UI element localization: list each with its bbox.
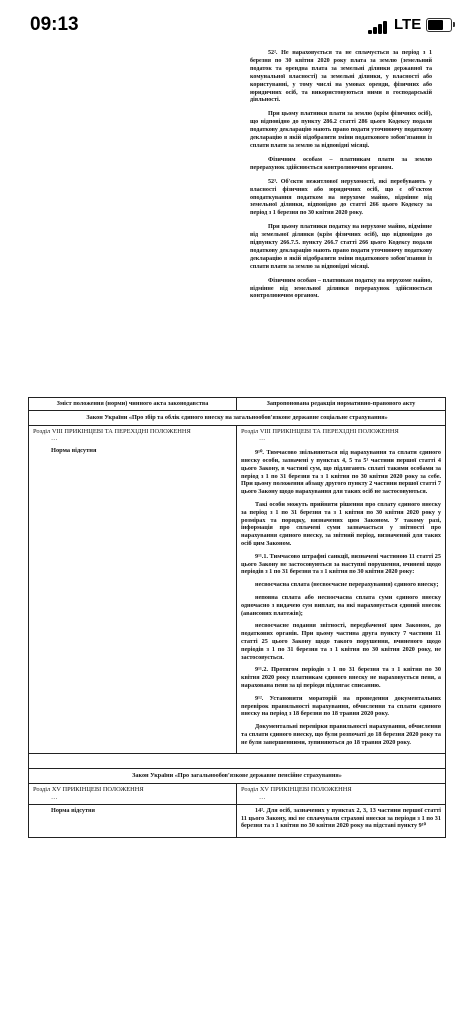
header-current: Зміст положення (норми) чинного акта законодавства	[29, 398, 237, 410]
section-heading: Розділ XV ПРИКІНЦЕВІ ПОЛОЖЕННЯ	[33, 786, 144, 794]
paragraph: 52². Не нараховується та не сплачується за період з 1 березня по 30 квітня 2020 року плата за землю (земельний податок та орендна плата за земельні ділянки державної та комунальної власності) за земельні ділянки, у власності або користуванні, у тому числі на умовах оренди, фізичних або юридичних осіб, та використовуються ними в господарській діяльності.	[250, 50, 432, 104]
law-title: Закон України «Про загальнообов'язкове державне пенсійне страхування»	[132, 772, 342, 780]
network-type: LTE	[394, 16, 422, 33]
ellipsis: …	[259, 794, 266, 802]
ellipsis: …	[259, 435, 266, 443]
paragraph: При цьому платники плати за землю (крім фізичних осіб), що відповідно до пункту 286.2 статті 286 цього Кодексу подали податкову декларацію мають право подати уточнюючу податкову декларацію в якій відобразити зміни податкового зобов'язання із сплати плати за землю за відповідні місяці.	[250, 111, 432, 149]
comparison-table	[28, 397, 446, 838]
paragraph: 14². Для осіб, зазначених у пунктах 2, 3, 13 частини першої статті 11 цього Закону, які не сплачували страхові внески за періоди з 1 по 31 березня та з 1 квітня по 30 квітня 2020 року на підставі пункту 9¹⁰	[241, 806, 441, 830]
empty-row	[29, 754, 445, 768]
paragraph: 52³. Об'єкти нежитлової нерухомості, які перебувають у власності фізичних або юридичних осіб, що є об'єктом оподаткування податком на нерухоме майно, відмінне від земельної ділянки, відповідно до статті 266 цього Кодексу за період з 1 березня по 30 квітня 2020 року.	[250, 178, 432, 217]
header-proposed: Запропонована редакція нормативно-правового акту	[266, 400, 416, 407]
table-header-row	[29, 398, 445, 411]
paragraph: 9¹¹.1. Тимчасово штрафні санкції, визначені частиною 11 статті 25 цього Закону не застосовуються за наступні порушення, вчинені щодо періодів з 1 по 31 березня та з 1 квітня по 30 квітня 2020 року:	[241, 552, 441, 576]
status-time: 09:13	[30, 14, 79, 35]
battery-icon	[426, 18, 452, 32]
current-cell	[29, 805, 237, 837]
signal-icon	[368, 20, 390, 34]
spacer-row	[29, 754, 445, 769]
paragraph: неповна сплата або несвоєчасна сплата суми єдиного внеску одночасно з видачею сум виплат, на які нараховується єдиний внесок (авансових платежів);	[241, 593, 441, 617]
paragraph: несвоєчасне подання звітності, передбаченої цим Законом, до податкових органів. При цьому частина друга пункту 7 частини 11 статті 25 цього Закону щодо такого порушення, вчиненого щодо періодів з 1 по 31 березня та з 1 квітня по 30 квітня 2020 року, не застосовується.	[241, 622, 441, 661]
paragraph: Такі особи можуть прийняти рішення про сплату єдиного внеску за період з 1 по 31 березня та з 1 квітня по 30 квітня 2020 року у розмірах та порядку, визначених цим Законом. У такому разі, інформація про сплачені суми зазначається у звітності про нарахування єдиного внеску, за звітний період, визначений для таких осіб цим Законом.	[241, 500, 441, 547]
paragraph: Фізичним особам – платникам податку на нерухоме майно, відмінне від земельної ділянки перерахунок здійснюється контролюючим органом.	[250, 277, 432, 300]
law-title-row	[29, 411, 445, 426]
proposed-cell	[237, 784, 445, 804]
section-heading: Розділ VIII ПРИКІНЦЕВІ ТА ПЕРЕХІДНІ ПОЛОЖЕННЯ	[241, 427, 399, 435]
paragraph: При цьому платники податку на нерухоме майно, відмінне від земельної ділянки (крім фізичних осіб), що відповідно до підпункту 266.7.5. пункту 266.7 статті 266 цього Кодексу подали податкову декларацію мають право подати уточнюючу податкову декларацію в якій відобразити зміни податкового зобов'язання із сплати плати за землю за відповідні місяці.	[250, 224, 432, 270]
current-cell	[29, 784, 237, 804]
norm-absent: Норма відсутня	[51, 806, 95, 814]
top-text-block	[250, 50, 432, 307]
paragraph: 9¹⁰. Тимчасово звільняються від нарахування та сплати єдиного внеску особи, зазначені у пунктах 4, 5 та 5¹ частини першої статті 4 цього Закону, в частині сум, що підлягають сплаті такими особами за період з 1 по 31 березня та з 1 квітня по 30 квітня 2020 року за себе. При цьому положення абзацу другого пункту 2 частини першої статті 7 цього Закону щодо нарахування для таких осіб не застосовуються.	[241, 449, 442, 496]
table-row	[29, 426, 445, 755]
status-bar	[0, 0, 473, 50]
section-heading: Розділ XV ПРИКІНЦЕВІ ПОЛОЖЕННЯ	[241, 786, 352, 794]
table-row	[29, 784, 445, 805]
paragraph: Документальні перевірки правильності нарахування, обчислення та сплати єдиного внеску, що були розпочаті до 18 березня 2020 року та не були завершенними, зупиняються до 18 травня 2020 року.	[241, 723, 441, 746]
paragraph: Фізичним особам – платникам плати за землю перерахунок здійснюється контролюючим органом.	[250, 156, 432, 171]
law-title-row	[29, 769, 445, 784]
ellipsis: …	[51, 435, 58, 443]
proposed-cell	[237, 426, 445, 754]
ellipsis: …	[51, 794, 58, 802]
paragraph: несвоєчасна сплата (несвоєчасне перерахування) єдиного внеску;	[255, 581, 439, 589]
law-title: Закон України «Про збір та облік єдиного внеску на загальнообов'язкове державне соціальне страхування»	[86, 413, 388, 421]
current-cell	[29, 426, 237, 754]
paragraph: 9¹². Установити мораторій на проведення документальних перевірок правильності нарахування, обчислення та сплати єдиного внеску на період з 18 березня по 18 травня 2020 року.	[241, 694, 441, 718]
table-row	[29, 805, 445, 837]
section-heading: Розділ VIII ПРИКІНЦЕВІ ТА ПЕРЕХІДНІ ПОЛОЖЕННЯ	[33, 427, 191, 435]
proposed-cell	[237, 805, 445, 837]
norm-absent: Норма відсутня	[51, 447, 97, 455]
paragraph: 9¹¹.2. Протягом періодів з 1 по 31 березня та з 1 квітня по 30 квітня 2020 року платникам єдиного внеску не нараховується пеня, а нарахована пеня за ці періоди підлягає списанню.	[241, 666, 441, 689]
